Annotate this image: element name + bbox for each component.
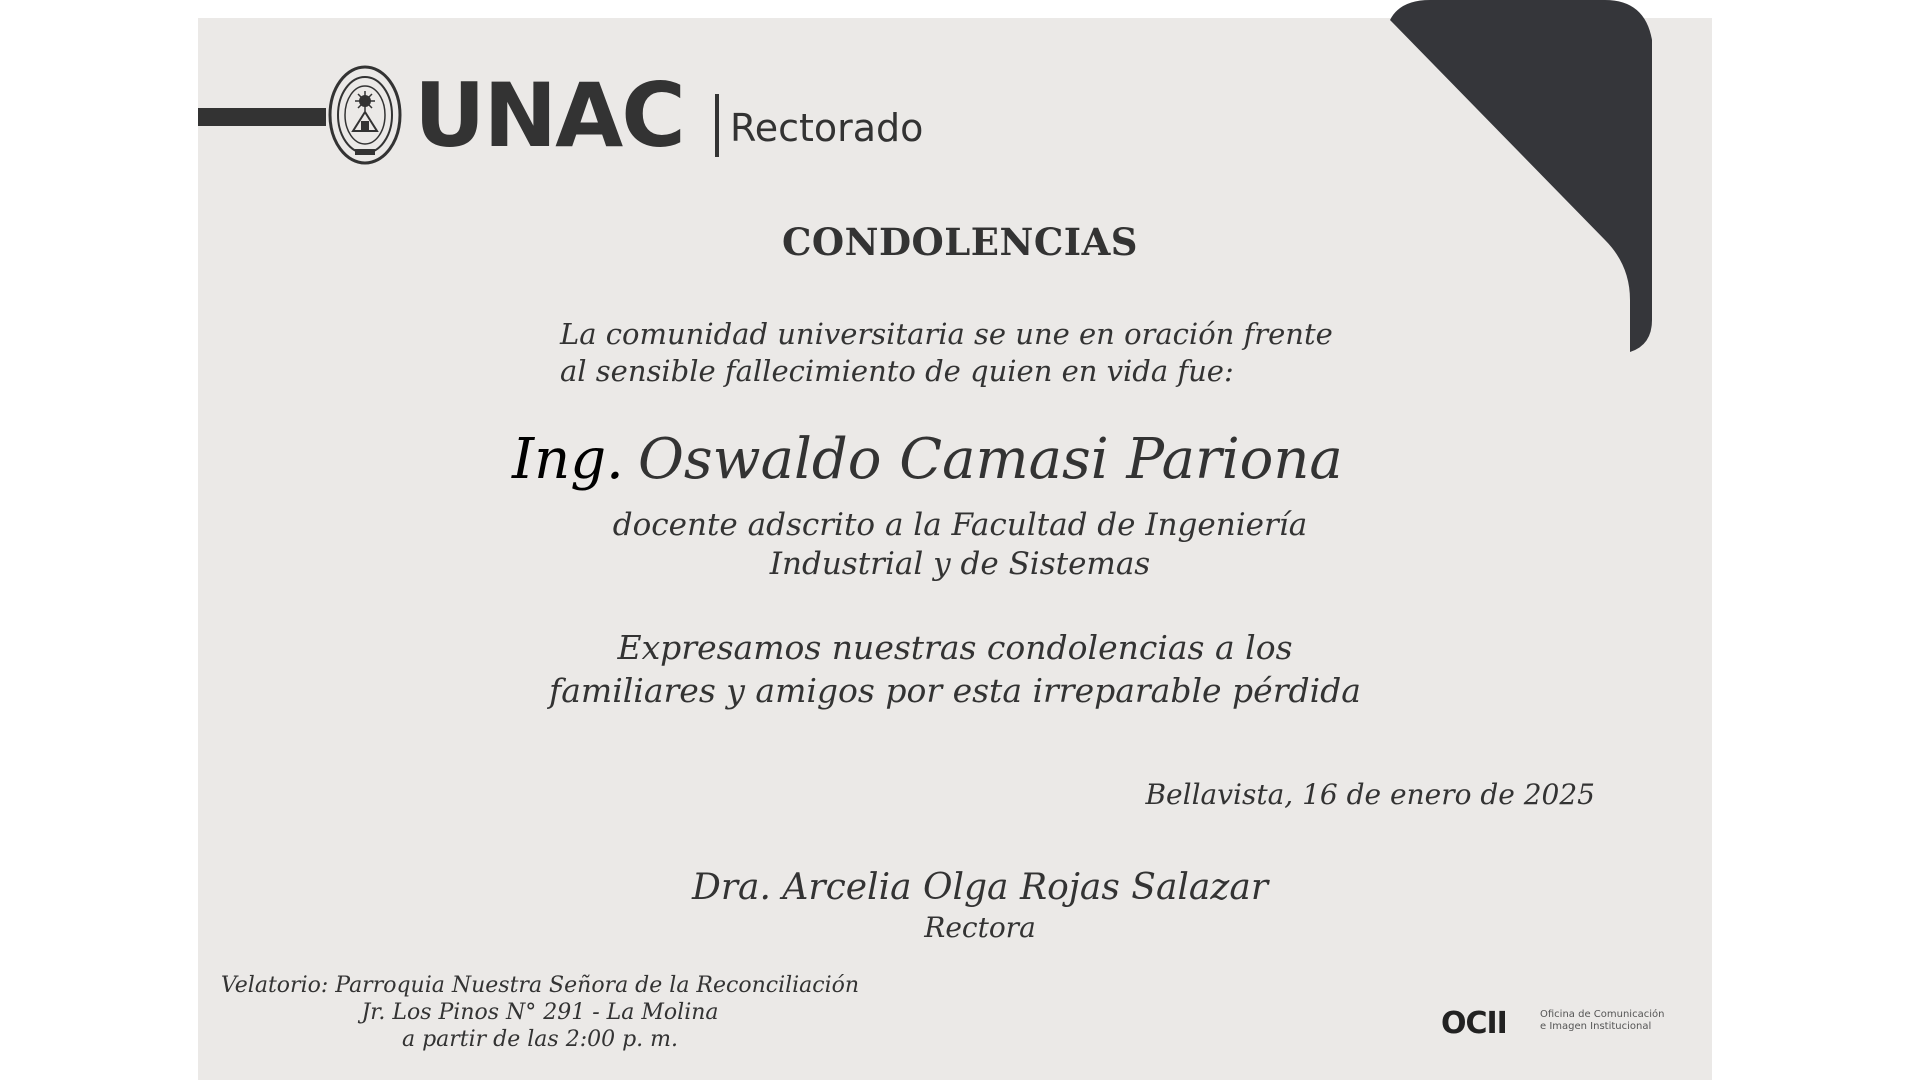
brand-logo: UNAC [414,64,684,167]
condolence-line-1: Expresamos nuestras condolencias a los [617,628,1293,667]
role-line-1: docente adscrito a la Facultad de Ingeniería [612,507,1308,543]
university-seal-icon [328,65,402,165]
page-title: CONDOLENCIAS [781,220,1139,264]
office-name [1540,1009,1664,1033]
deceased-name: Oswaldo Camasi Pariona [638,427,1343,492]
condolence-line-2: familiares y amigos por esta irreparable pérdida [549,671,1361,710]
intro-line-1: La comunidad universitaria se une en oración frente [560,317,1333,351]
brand-divider [715,94,719,157]
wake-line-1: Velatorio: Parroquia Nuestra Señora de la Reconciliación [220,973,860,998]
office-line-1: Oficina de Comunicación [1540,1009,1665,1020]
signer-name: Dra. Arcelia Olga Rojas Salazar [691,867,1269,908]
intro-text [560,316,1333,390]
office-line-2: e Imagen Institucional [1540,1021,1652,1032]
deceased-title: Ing. [512,427,624,492]
wake-line-3: a partir de las 2:00 p. m. [401,1027,679,1052]
condolence-message [505,626,1405,712]
office-logo: OCII [1441,1006,1507,1041]
header-rule [198,108,326,126]
mourning-ribbon-icon [1390,0,1740,360]
intro-line-2: al sensible fallecimiento de quien en vida fue: [560,354,1234,388]
notice-date: Bellavista, 16 de enero de 2025 [1145,778,1595,811]
signer-title: Rectora [924,911,1036,944]
deceased-role [560,506,1360,584]
wake-line-2: Jr. Los Pinos N° 291 - La Molina [361,1000,719,1025]
role-line-2: Industrial y de Sistemas [769,546,1151,582]
brand-subtitle: Rectorado [730,106,924,150]
wake-details [215,972,865,1053]
